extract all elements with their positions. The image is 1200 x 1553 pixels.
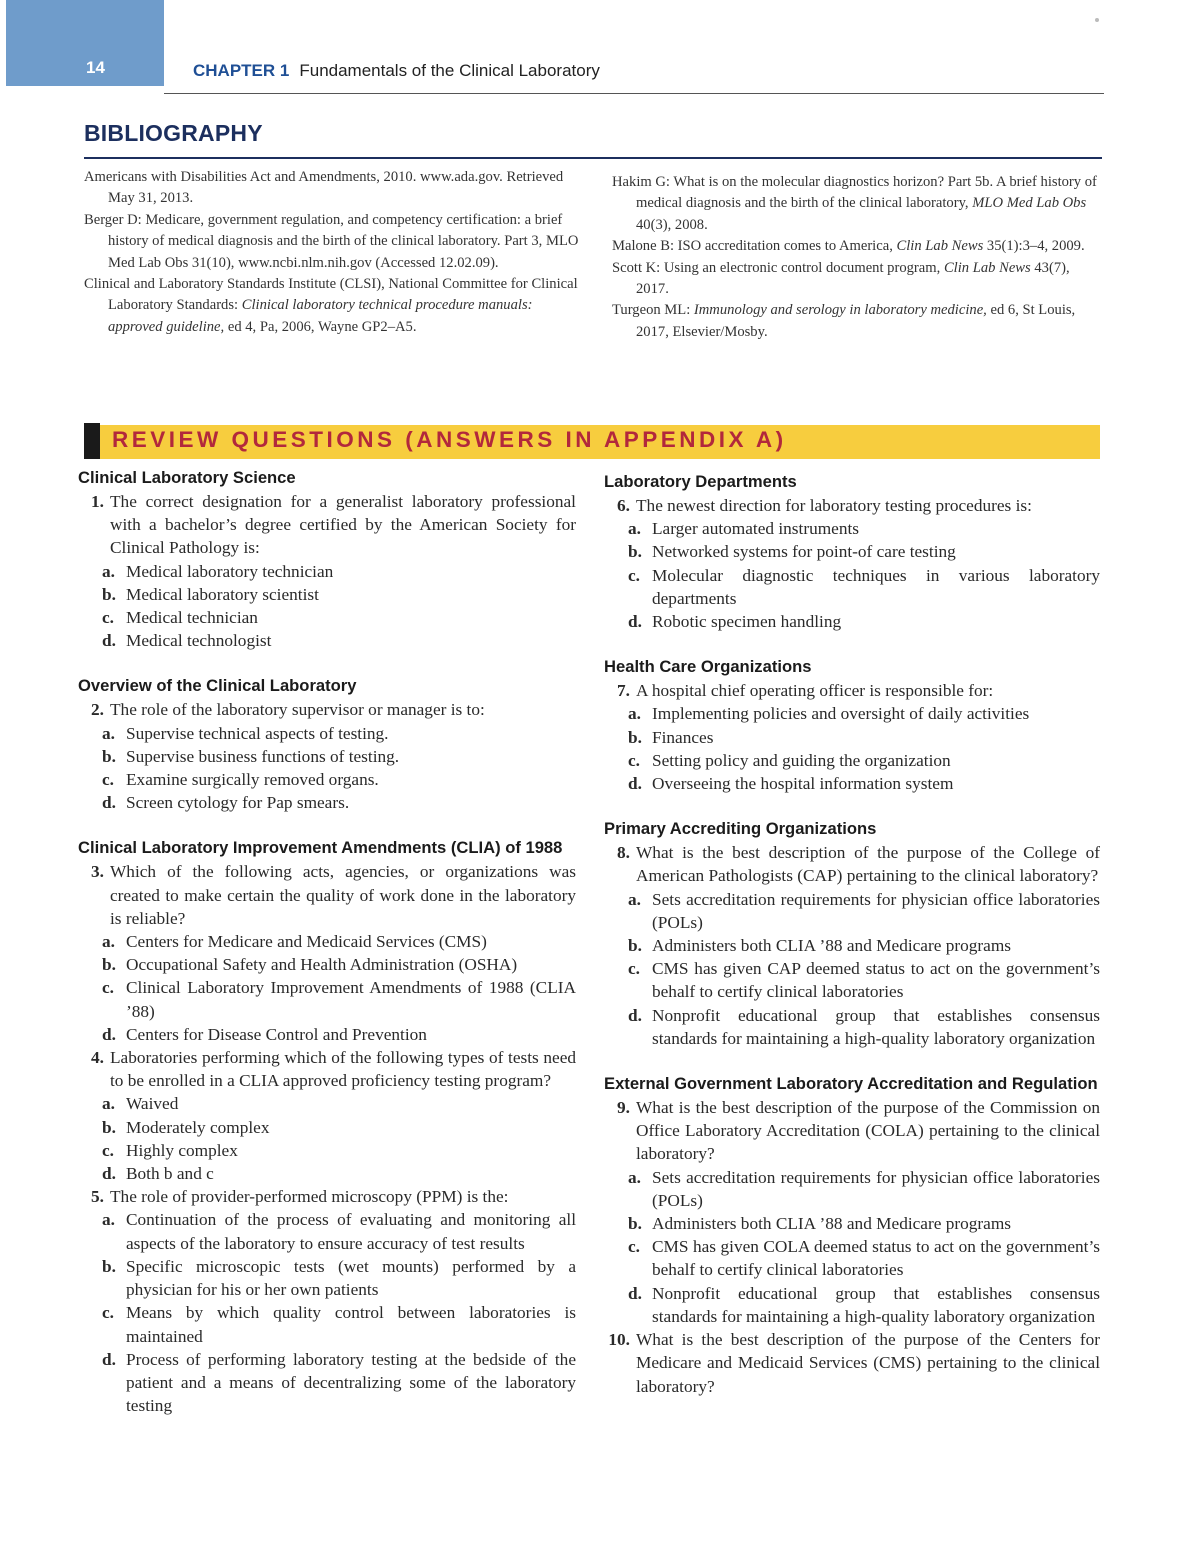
- option-letter: c.: [628, 959, 640, 979]
- entry-title: Immunology and serology in laboratory medicine,: [693, 302, 987, 319]
- answer-option: [604, 749, 1100, 772]
- entry-text: 43(7), 2017.: [636, 259, 1070, 298]
- option-letter: b.: [102, 955, 116, 975]
- option-letter: b.: [628, 1214, 642, 1234]
- bibliography-entry: [612, 172, 1104, 236]
- question-text: Which of the following acts, agencies, or organizations was created to make certain the quality of work done in the laboratory is reliable?: [110, 862, 576, 928]
- question-text: The role of the laboratory supervisor or manager is to:: [110, 700, 485, 720]
- answer-option: [78, 930, 576, 953]
- option-text: Centers for Medicare and Medicaid Services (CMS): [126, 932, 487, 952]
- option-text: Process of performing laboratory testing at the bedside of the patient and a means of decentralizing some of the laboratory testing: [126, 1349, 576, 1416]
- option-letter: d.: [628, 774, 642, 794]
- option-letter: c.: [102, 1140, 114, 1160]
- option-letter: d.: [102, 631, 116, 651]
- question-number: 6.: [617, 496, 630, 515]
- option-letter: b.: [628, 727, 642, 747]
- question: [78, 1046, 576, 1092]
- question-number: 4.: [91, 1048, 104, 1068]
- answer-option: [604, 888, 1100, 934]
- entry-title: Clin Lab News: [896, 238, 984, 255]
- option-letter: a.: [102, 1210, 115, 1230]
- option-letter: c.: [102, 978, 114, 998]
- option-text: Finances: [652, 727, 714, 747]
- option-text: Nonprofit educational group that establishes consensus standards for maintaining a high-quality laboratory organization: [652, 1283, 1100, 1326]
- option-letter: a.: [102, 932, 115, 952]
- answer-option: [604, 726, 1100, 749]
- option-letter: b.: [102, 1256, 116, 1276]
- answer-option: [604, 1166, 1100, 1212]
- answer-option: [78, 1092, 576, 1115]
- option-letter: b.: [102, 1117, 116, 1137]
- answer-option: [78, 606, 576, 629]
- option-text: CMS has given CAP deemed status to act on the government’s behalf to certify clinical laboratories: [652, 959, 1100, 1002]
- section-heading: Clinical Laboratory Science: [78, 468, 296, 487]
- option-letter: d.: [628, 1005, 642, 1025]
- entry-text: Scott K: Using an electronic control document program,: [612, 259, 944, 276]
- section-heading: Laboratory Departments: [604, 472, 797, 491]
- answer-option: [604, 610, 1100, 633]
- question-number: 3.: [91, 862, 104, 882]
- question: [78, 1185, 576, 1208]
- answer-option: [604, 772, 1100, 795]
- bibliography-entry: [612, 300, 1104, 343]
- question-text: What is the best description of the purpose of the College of American Pathologists (CAP) pertaining to the clinical laboratory?: [636, 843, 1100, 886]
- question: [604, 1328, 1100, 1398]
- option-letter: a.: [102, 1094, 115, 1114]
- option-text: Highly complex: [126, 1140, 238, 1160]
- question: [78, 698, 576, 721]
- answer-option: [78, 953, 576, 976]
- questions-left-column: [78, 466, 576, 1417]
- question-text: What is the best description of the purpose of the Centers for Medicare and Medicaid Services (CMS) pertaining to the clinical laboratory?: [636, 1330, 1100, 1396]
- answer-option: [604, 702, 1100, 725]
- review-heading: REVIEW QUESTIONS (ANSWERS IN APPENDIX A): [112, 427, 787, 452]
- entry-title: Clin Lab News: [943, 259, 1031, 276]
- entry-text: Malone B: ISO accreditation comes to America,: [612, 238, 897, 255]
- bibliography-entry: Berger D: Medicare, government regulation, and competency certification: a brief history of medical diagnosis and the birth of the clinical laboratory. Part 3, MLO Med Lab Obs 31(10), www.ncbi.nlm.nih.gov (Accessed 12.02.09).: [84, 211, 579, 271]
- option-text: Larger automated instruments: [652, 519, 859, 539]
- option-letter: c.: [102, 770, 114, 790]
- option-text: Occupational Safety and Health Administration (OSHA): [126, 955, 518, 975]
- option-letter: d.: [628, 612, 642, 632]
- option-text: Nonprofit educational group that establishes consensus standards for maintaining a high-quality laboratory organization: [652, 1005, 1100, 1048]
- answer-option: [78, 791, 576, 814]
- option-text: Medical technologist: [126, 631, 272, 651]
- option-letter: a.: [628, 889, 641, 909]
- option-text: Specific microscopic tests (wet mounts) performed by a physician for his or her own patients: [126, 1256, 576, 1300]
- question: [604, 494, 1100, 517]
- answer-option: [78, 722, 576, 745]
- chapter-title: Fundamentals of the Clinical Laboratory: [299, 61, 600, 80]
- option-text: Robotic specimen handling: [652, 612, 842, 632]
- option-text: Medical laboratory scientist: [126, 584, 319, 604]
- option-letter: d.: [628, 1283, 642, 1303]
- option-letter: d.: [102, 1024, 116, 1044]
- question-number: 1.: [91, 492, 104, 511]
- page-number-tab: [6, 0, 164, 86]
- option-text: Means by which quality control between laboratories is maintained: [126, 1303, 576, 1346]
- answer-option: [78, 1301, 576, 1347]
- option-letter: a.: [628, 704, 641, 724]
- option-text: Screen cytology for Pap smears.: [126, 793, 350, 813]
- question-text: What is the best description of the purpose of the Commission on Office Laboratory Accreditation (COLA) pertaining to the clinical laboratory?: [636, 1098, 1100, 1164]
- option-text: Supervise business functions of testing.: [126, 746, 400, 766]
- answer-option: [78, 560, 576, 583]
- answer-option: [604, 1282, 1100, 1328]
- entry-text: 40(3), 2008.: [636, 216, 708, 233]
- bibliography-entry: [84, 274, 584, 338]
- question: [78, 490, 576, 560]
- answer-option: [604, 1004, 1100, 1050]
- bibliography-rule: [84, 157, 1102, 159]
- section-heading: Primary Accrediting Organizations: [604, 819, 877, 839]
- question: [604, 1096, 1100, 1166]
- option-text: Administers both CLIA ’88 and Medicare programs: [652, 1214, 1011, 1234]
- question: [604, 841, 1100, 887]
- option-text: Sets accreditation requirements for physician office laboratories (POLs): [652, 1167, 1100, 1210]
- option-letter: b.: [102, 584, 116, 604]
- option-letter: c.: [628, 565, 640, 585]
- answer-option: [604, 517, 1100, 540]
- option-text: Medical technician: [126, 608, 258, 628]
- answer-option: [78, 1348, 576, 1418]
- entry-text: Clinical and Laboratory Standards Institute (CLSI), National Committee for Clinical Laboratory Standards:: [84, 276, 578, 314]
- answer-option: [78, 976, 576, 1022]
- answer-option: [604, 957, 1100, 1003]
- bibliography-entry: Americans with Disabilities Act and Amendments, 2010. www.ada.gov. Retrieved May 31, 2013.: [84, 169, 564, 207]
- option-text: Implementing policies and oversight of daily activities: [652, 704, 1030, 724]
- question-text: A hospital chief operating officer is responsible for:: [636, 681, 994, 701]
- header-rule: [164, 93, 1104, 94]
- question-number: 9.: [617, 1098, 630, 1118]
- entry-text: 35(1):3–4, 2009.: [983, 238, 1085, 255]
- questions-right-column: [604, 470, 1100, 1398]
- answer-option: [78, 629, 576, 652]
- answer-option: [78, 1116, 576, 1139]
- answer-option: [604, 1212, 1100, 1235]
- answer-option: [604, 1235, 1100, 1281]
- option-text: Networked systems for point-of care testing: [652, 542, 956, 562]
- option-text: Overseeing the hospital information system: [652, 774, 954, 794]
- bibliography-left-column: [84, 167, 584, 338]
- option-letter: d.: [102, 793, 116, 813]
- answer-option: [78, 1139, 576, 1162]
- option-letter: b.: [102, 746, 116, 766]
- section-heading: Health Care Organizations: [604, 657, 812, 677]
- question-text: Laboratories performing which of the following types of tests need to be enrolled in a CLIA approved proficiency testing program?: [110, 1048, 576, 1091]
- option-letter: c.: [102, 1303, 114, 1323]
- answer-option: [604, 934, 1100, 957]
- entry-text: ed 4, Pa, 2006, Wayne GP2–A5.: [224, 318, 417, 335]
- answer-option: [78, 1208, 576, 1254]
- entry-text: Hakim G: What is on the molecular diagnostics horizon? Part 5b. A brief history of medical diagnosis and the birth of the clinical laboratory,: [612, 174, 1097, 212]
- option-text: CMS has given COLA deemed status to act on the government’s behalf to certify clinical laboratories: [652, 1237, 1100, 1280]
- option-text: Setting policy and guiding the organization: [652, 750, 951, 770]
- question-number: 8.: [617, 843, 630, 863]
- question: [78, 860, 576, 930]
- entry-title: Clinical laboratory technical procedure manuals: approved guideline,: [108, 297, 533, 335]
- option-text: Medical laboratory technician: [126, 561, 334, 581]
- option-letter: b.: [628, 936, 642, 956]
- option-letter: d.: [102, 1164, 116, 1184]
- section-heading: Clinical Laboratory Improvement Amendments (CLIA) of 1988: [78, 838, 563, 858]
- option-text: Continuation of the process of evaluating and monitoring all aspects of the laboratory to ensure accuracy of test results: [126, 1210, 576, 1253]
- option-text: Waived: [126, 1094, 179, 1114]
- answer-option: [78, 1255, 576, 1301]
- entry-text: Turgeon ML:: [612, 302, 694, 319]
- option-letter: d.: [102, 1349, 116, 1369]
- answer-option: [78, 768, 576, 791]
- option-letter: a.: [628, 519, 641, 539]
- scan-speck: [1095, 18, 1099, 22]
- answer-option: [604, 564, 1100, 610]
- option-text: Moderately complex: [126, 1117, 270, 1137]
- option-text: Supervise technical aspects of testing.: [126, 723, 389, 743]
- question-text: The role of provider-performed microscopy (PPM) is the:: [110, 1187, 509, 1207]
- bibliography-heading: BIBLIOGRAPHY: [84, 120, 263, 146]
- chapter-label: CHAPTER 1: [193, 61, 290, 80]
- bibliography-entry: [612, 236, 1104, 257]
- question-number: 2.: [91, 700, 104, 720]
- question-text: The correct designation for a generalist laboratory professional with a bachelor’s degree certified by the American Society for Clinical Pathology is:: [110, 492, 576, 558]
- question-text: The newest direction for laboratory testing procedures is:: [636, 496, 1032, 515]
- option-letter: a.: [628, 1167, 641, 1187]
- question-number: 5.: [91, 1187, 104, 1207]
- option-letter: a.: [102, 723, 115, 743]
- answer-option: [78, 1162, 576, 1185]
- banner-marker: [84, 423, 100, 459]
- option-letter: c.: [628, 1237, 640, 1257]
- option-letter: c.: [628, 750, 640, 770]
- answer-option: [78, 1023, 576, 1046]
- option-text: Clinical Laboratory Improvement Amendments of 1988 (CLIA ’88): [126, 978, 576, 1021]
- option-letter: b.: [628, 542, 642, 562]
- running-header: [193, 61, 600, 81]
- answer-option: [78, 583, 576, 606]
- section-heading: Overview of the Clinical Laboratory: [78, 676, 357, 696]
- option-text: Molecular diagnostic techniques in various laboratory departments: [652, 565, 1100, 608]
- bibliography-entry: [612, 258, 1104, 301]
- option-text: Examine surgically removed organs.: [126, 770, 379, 790]
- option-letter: a.: [102, 561, 115, 581]
- question: [604, 679, 1100, 702]
- option-text: Centers for Disease Control and Prevention: [126, 1024, 427, 1044]
- answer-option: [78, 745, 576, 768]
- option-text: Both b and c: [126, 1164, 214, 1184]
- entry-text: ed 6, St Louis, 2017, Elsevier/Mosby.: [636, 302, 1076, 340]
- entry-title: MLO Med Lab Obs: [972, 195, 1087, 212]
- bibliography-right-column: [612, 172, 1104, 343]
- question-number: 10.: [608, 1330, 630, 1350]
- question-number: 7.: [617, 681, 630, 701]
- option-letter: c.: [102, 608, 114, 628]
- option-text: Sets accreditation requirements for physician office laboratories (POLs): [652, 889, 1100, 932]
- option-text: Administers both CLIA ’88 and Medicare programs: [652, 936, 1011, 956]
- answer-option: [604, 540, 1100, 563]
- section-heading: External Government Laboratory Accreditation and Regulation: [604, 1074, 1098, 1094]
- page-number: 14: [86, 58, 105, 77]
